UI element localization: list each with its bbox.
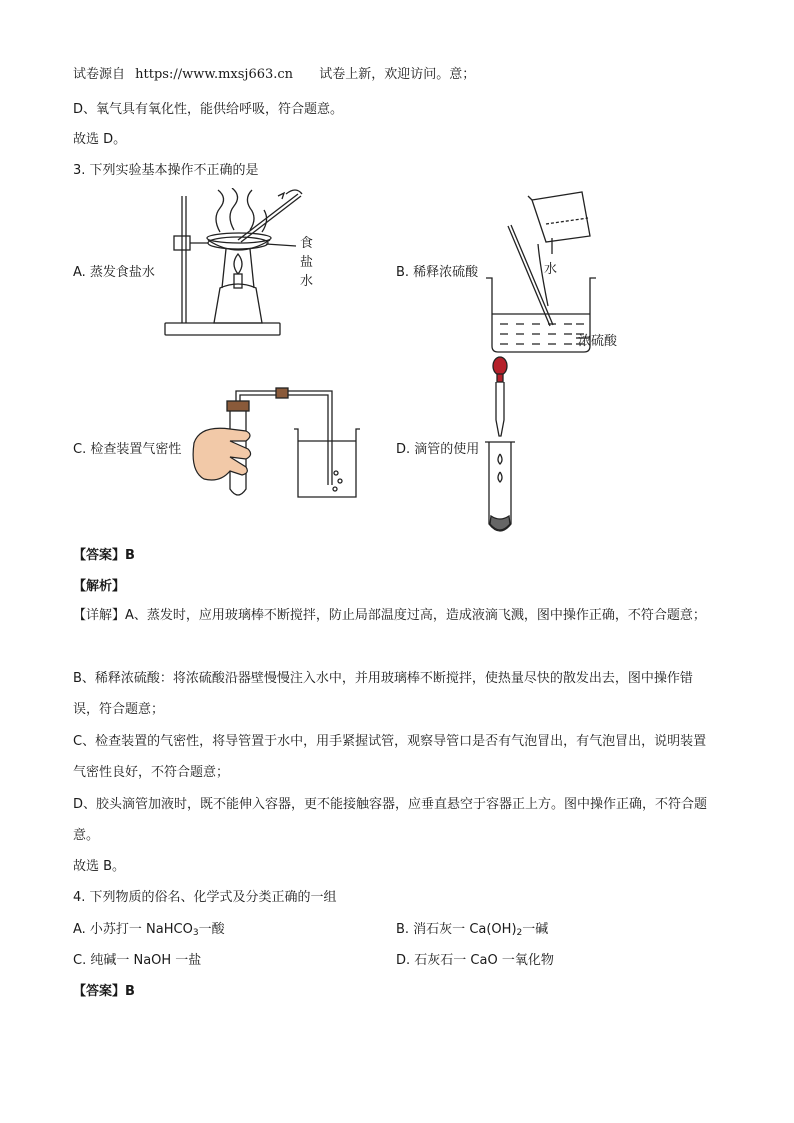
q4-option-c: C. 纯碱一 NaOH 一盐	[73, 953, 202, 968]
header-line	[73, 66, 475, 84]
q4-option-a	[73, 921, 225, 942]
q3-option-d: D. 滴管的使用	[396, 442, 480, 457]
q3-detail-b: B、稀释浓硫酸：将浓硫酸沿器壁慢慢注入水中，并用玻璃棒不断搅拌，使热量尽快的散发出去，图中操作错误，符合题意；	[73, 671, 693, 717]
q3-detail-c: C、检查装置的气密性，将导管置于水中，用手紧握试管，观察导管口是否有气泡冒出，有气泡冒出，说明装置气密性良好，不符合题意；	[73, 734, 707, 780]
q3-detail-a: 【详解】A、蒸发时，应用玻璃棒不断搅拌，防止局部温度过高，造成液滴飞溅，图中操作正确，不符合题意；	[73, 608, 706, 623]
figure-dropper	[480, 352, 520, 537]
header-tagline: 试卷上新，欢迎访问。意；	[319, 67, 476, 82]
q3-option-a: A. 蒸发食盐水	[73, 265, 155, 280]
q3-answer: 【答案】B	[73, 548, 135, 563]
q4-stem: 4. 下列物质的俗名、化学式及分类正确的一组	[73, 890, 337, 905]
q3-option-c: C. 检查装置气密性	[73, 442, 182, 457]
q4-option-d: D. 石灰石一 CaO 一氧化物	[396, 953, 554, 968]
dropper-apparatus-icon	[480, 352, 520, 537]
q4-option-b	[396, 921, 548, 942]
q3-detail-d: D、胶头滴管加液时，既不能伸入容器，更不能接触容器，应垂直悬空于容器正上方。图中操作正确，不符合题意。	[73, 797, 708, 843]
q4-option-a-sub: 3	[192, 928, 199, 938]
airtightness-apparatus-icon	[190, 385, 360, 505]
q2-choice: 故选 D。	[73, 132, 127, 147]
q4-option-b-post: 一碱	[522, 922, 549, 937]
q4-option-b-pre: B. 消石灰一 Ca(OH)	[396, 922, 517, 937]
q4-option-a-pre: A. 小苏打一 NaHCO	[73, 922, 193, 937]
figure-dilution	[480, 186, 640, 356]
q3-option-b: B. 稀释浓硫酸	[396, 265, 479, 280]
q4-option-a-post: 一酸	[198, 922, 225, 937]
q3-analysis-title: 【解析】	[73, 579, 126, 594]
conc-acid-label: 浓硫酸	[578, 334, 618, 349]
salt-water-label-3: 水	[300, 274, 314, 289]
source-label: 试卷源自	[73, 67, 126, 82]
q3-choice: 故选 B。	[73, 859, 126, 874]
salt-water-label	[300, 234, 313, 291]
water-label: 水	[544, 262, 558, 277]
salt-water-label-2: 盐	[300, 255, 314, 270]
salt-water-label-1: 食	[300, 236, 314, 251]
q4-answer: 【答案】B	[73, 984, 135, 999]
source-url[interactable]: https://www.mxsj663.cn	[135, 67, 294, 82]
q2-option-d-explanation: D、氧气具有氧化性，能供给呼吸，符合题意。	[73, 102, 344, 117]
q4-option-b-sub: 2	[516, 928, 523, 938]
figure-airtightness	[190, 385, 360, 505]
figure-evaporation	[160, 188, 330, 353]
q3-stem: 3. 下列实验基本操作不正确的是	[73, 163, 259, 178]
